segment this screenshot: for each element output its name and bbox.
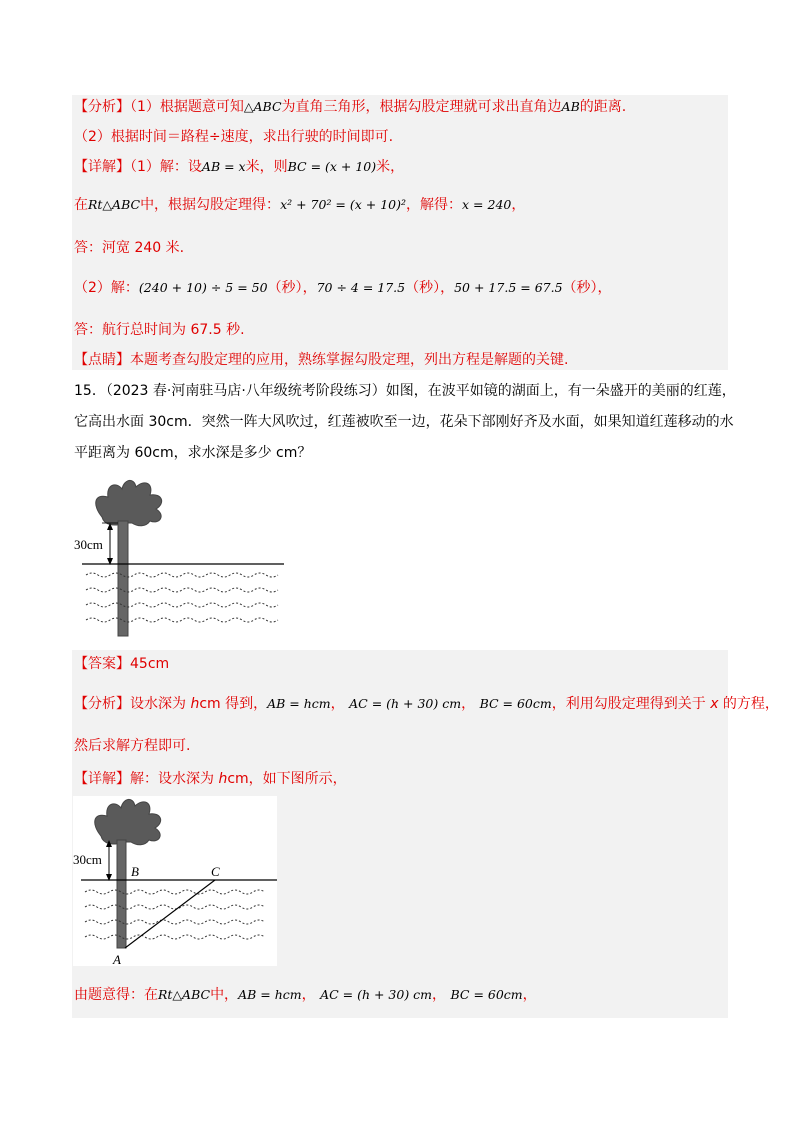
point-a-label: A [113, 952, 121, 966]
analysis-tag: 【分析】 [74, 99, 130, 115]
point-c-label: C [211, 864, 220, 879]
answer-tag: 【答案】 [74, 656, 130, 672]
detail-14-line3: （2）解：(240 + 10) ÷ 5 = 50（秒），70 ÷ 4 = 17.5（秒），50 + 17.5 = 67.5（秒）， [74, 280, 612, 296]
figure2-30cm-label: 30cm [73, 852, 102, 867]
detail-14-line1: 【详解】（1）解：设AB = x米，则BC = (x + 10)米， [74, 159, 405, 175]
point-b-label: B [131, 864, 139, 879]
analysis-14-line2: （2）根据时间＝路程÷速度，求出行驶的时间即可. [74, 129, 394, 145]
final-15-line: 由题意得：在Rt△ABC中，AB = hcm， AC = (h + 30) cm， BC = 60cm， [74, 987, 537, 1003]
analysis-15-line1: 【分析】设水深为 hcm 得到，AB = hcm， AC = (h + 30) cm， BC = 60cm，利用勾股定理得到关于 x 的方程， [74, 696, 779, 712]
point-14-line: 【点睛】本题考查勾股定理的应用，熟练掌握勾股定理，列出方程是解题的关键. [74, 352, 569, 368]
analysis-tag: 【分析】 [74, 696, 130, 712]
detail-15-line1: 【详解】解：设水深为 hcm，如下图所示， [74, 771, 347, 787]
answer-14-line2: 答：航行总时间为 67.5 秒. [74, 322, 245, 338]
point-tag: 【点睛】 [74, 352, 130, 368]
answer-15-line [74, 654, 169, 674]
detail-tag: 【详解】 [74, 159, 130, 175]
question-15-line2: 它高出水面 30cm．突然一阵大风吹过，红莲被吹至一边，花朵下部刚好齐及水面，如果知道红莲移动的水 [74, 414, 734, 430]
lotus-flower [96, 480, 162, 525]
answer-value: 45cm [130, 656, 170, 672]
figure1-30cm-label: 30cm [74, 537, 103, 552]
lotus-stem [118, 521, 128, 636]
question-15-line3: 平距离为 60cm，求水深是多少 cm？ [74, 445, 312, 461]
question-15-line1: 15．（2023 春·河南驻马店·八年级统考阶段练习）如图，在波平如镜的湖面上，有一朵盛开的美丽的红莲， [74, 383, 736, 399]
lotus-figure-2 [73, 796, 277, 966]
detail-tag: 【详解】 [74, 771, 130, 787]
analysis-15-line2: 然后求解方程即可. [74, 738, 191, 754]
answer-14-line1: 答：河宽 240 米. [74, 240, 185, 256]
detail-14-line2: 在Rt△ABC中，根据勾股定理得：x² + 70² = (x + 10)²，解得：x = 240， [74, 197, 526, 213]
triangle-abc-math: △ABC [243, 99, 282, 114]
lotus-figure-1 [74, 475, 294, 640]
analysis-14-line1: 【分析】（1）根据题意可知△ABC为直角三角形，根据勾股定理就可求出直角边AB的距离. [74, 99, 627, 115]
